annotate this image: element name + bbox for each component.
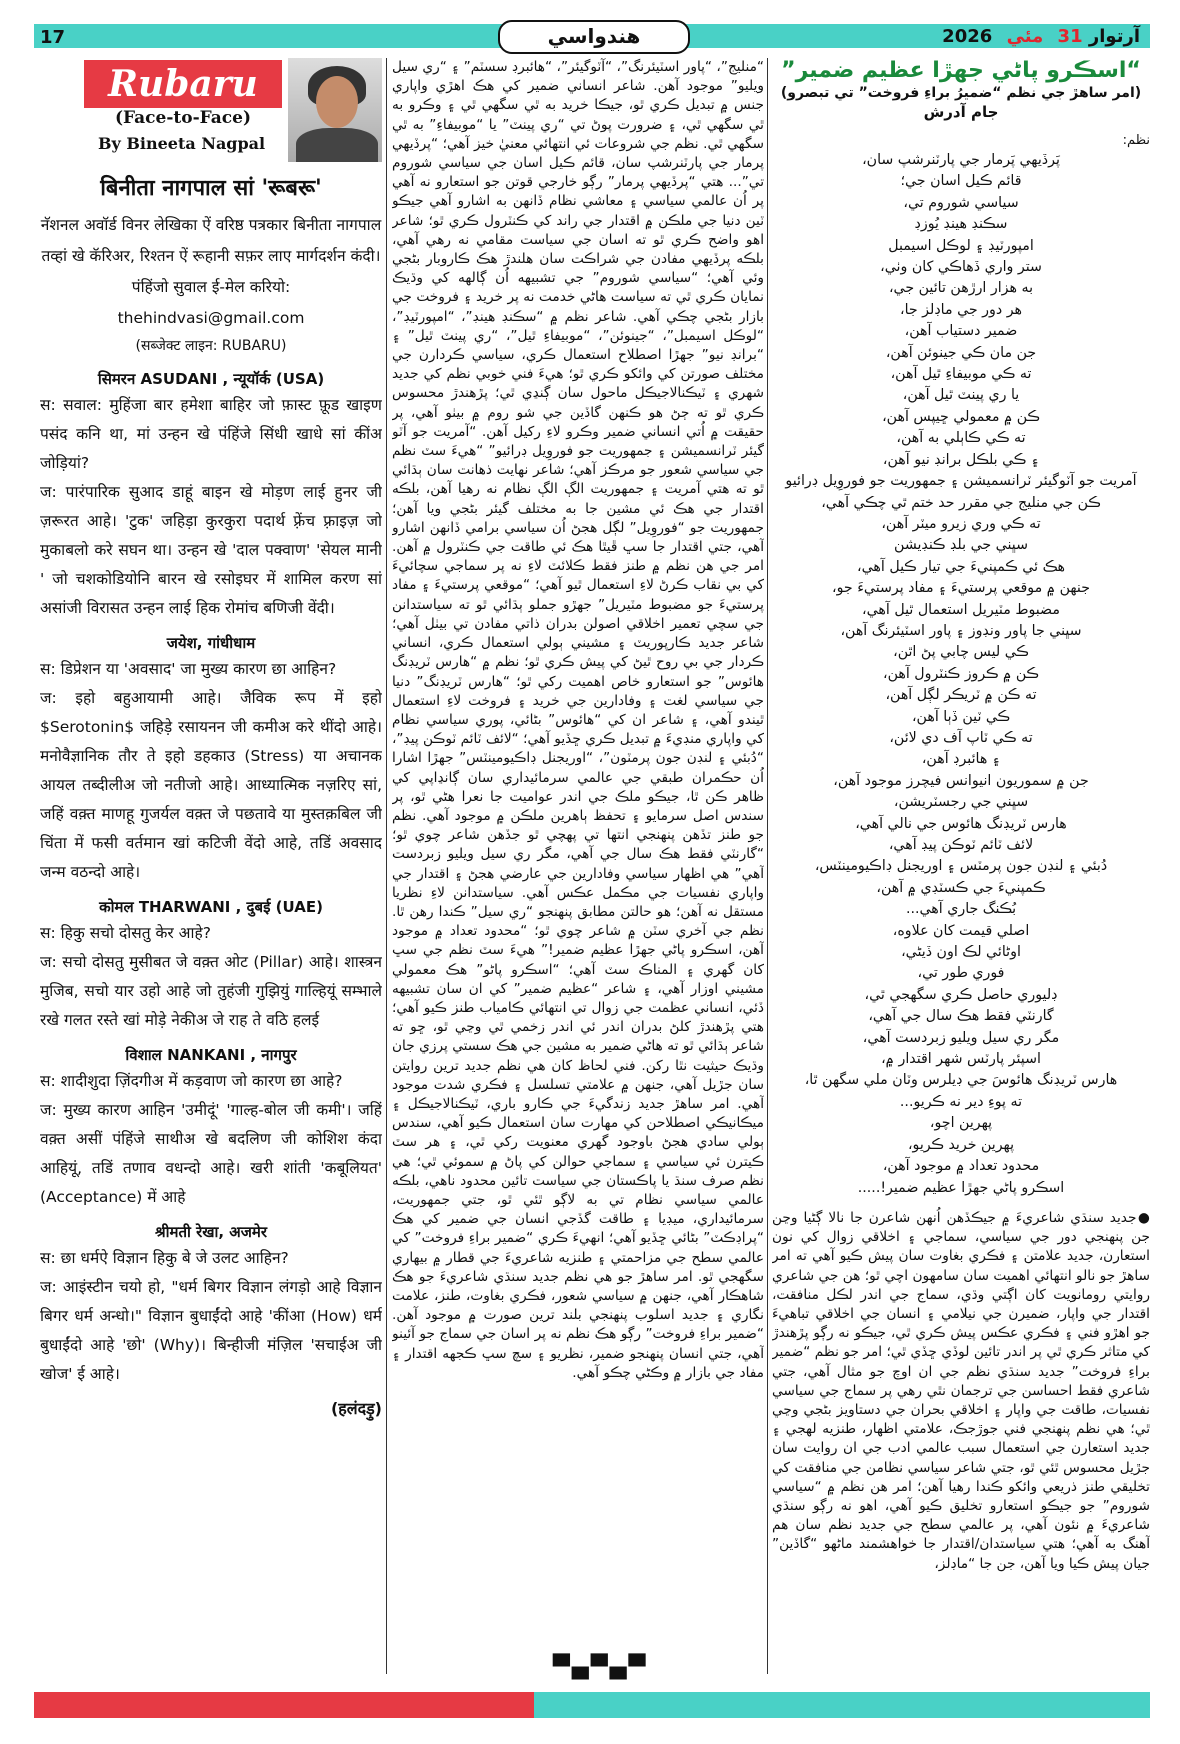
poem-line: ڪي ليس چابي پڻ اٿن، [893,644,1029,661]
question: स: शादीशुदा ज़िंदगीअ में कड़वाण जो कारण छा आहे? [40,1072,343,1090]
poem-line: جن ۾ سموريون انيوانس فيچرز موجود آهن، [833,772,1089,789]
article-title: “اسڪرو پاڻي جهڙا عظيم ضمير” [781,58,1141,83]
poem-line: هارس ٽريڊنگ هائوسَ جي ڊيلرس وٽان ملي سگهن ٿا، [804,1072,1118,1089]
column-intro: नॅशनल अवॉर्ड विनर लेखिका ऐं वरिष्ठ पत्रकार बिनीता नागपाल तव्हां खे कॅरिअर, रिश्तन ऐं रूहानी सफ़र लाए मार्गदर्शन कंदी। पंहिंजो सुवाल ई-मेल करियो: thehindvasi@gmail.com [40,216,382,327]
poem-line: لائف ٽائم ٽوڪن پيڊ آهي، [888,837,1034,853]
qa-item [40,1222,382,1389]
poem-line: جنهن ۾ موقعي پرستيءَ ۽ مفاد پرستيءَ جو، [832,580,1090,597]
poem-line: گارنٽي فقط هڪ سال جي آهي، [868,1008,1054,1025]
asker-name: सिमरन ASUDANI , न्यूयॉर्क (USA) [97,370,325,388]
subject-line: (सब्जेक्ट लाइन: RUBARU) [135,338,287,354]
poem-line: سياسي شوروم تي، [903,194,1019,211]
poem-line: ڪي ٽين ڏٻا آهن، [911,708,1011,725]
poem-line: سڪنڊ هينڊ يُوزڊ [914,216,1008,233]
column-rule [386,58,387,1674]
qa-item [40,633,382,887]
poem-line: اسپئر پارٽس شهر اقتدار ۾، [881,1051,1041,1068]
poem-line: يا ري پينٽ ٿيل آهن، [902,387,1020,404]
answer: ज: मुख्य कारण आहिन 'उमीदूं' 'गाल्ह-बोल जी कमी'। जहिं वक़्त असीं पंहिंजे साथीअ खे बदलिण जी कोशिश कंदा आहियूं, तडिं तणाव वधन्दो आहे। खरी शांती 'कबूलियत' (Acceptance) में आहे [40,1101,382,1206]
poem-line: پهرين خريد ڪريو، [907,1136,1015,1153]
poem-line: ڊليوري حاصل ڪري سگهجي ٿي، [864,986,1058,1003]
poem-line: ڪن جي منليج جي مقرر حد ختم ٿي چڪي آهي، [821,494,1101,511]
poem-line: هر دور جي ماڊلز جا، [899,301,1023,318]
poem-line: فوري طور تي، [917,965,1005,982]
rubaru-subtitle: (Face-to-Face) [114,108,252,128]
answer: ज: सचो दोसतु मुसीबत जे वक़्त ओट (Pillar) आहे। शास्त्रन मुजिब, सचो यार उहो आहे जो तुहंजी गुझियुं गाल्हियूं सम्भाले रखे गलत रस्ते खां मोड़े नेकीअ जे राह ते वठि हलई [40,953,382,1029]
column-headline: बिनीता नागपाल सां 'रूबरू' [100,176,322,201]
bottom-bar-accent [34,1692,534,1718]
poem-text [772,150,1150,1199]
columnist-photo [288,58,382,162]
poem-line: اصلي قيمت کان علاوه، [892,922,1030,939]
poem-line: دُبئي ۽ لنڊن جون پرمٽس ۽ اوريجنل ڊاڪيومينٽس، [814,858,1108,875]
date-day: آرتوار [1088,26,1140,47]
poem-line: مضبوط مٽيريل استعمال ٿيل آهي، [862,601,1060,618]
poem-line: جن مان ڪي جينوئن آهن، [885,344,1037,361]
poem-line: مگر ري سيل ويليو زبردست آهي، [862,1029,1060,1046]
poem-line: به هزار ارڙهن تائين جي، [888,280,1034,297]
poem-line: ته ڪن ۾ ٽريڪر لڳل آهن، [885,687,1037,704]
date-year: 2026 [942,26,993,47]
question: स: डिप्रेशन या 'अवसाद' जा मुख्य कारण छा आहिन? [40,660,337,678]
poem-line: ۽ ڪي بلڪل برانڊ نيو آهن، [882,451,1040,468]
poem-line: ۽ هائبرڊ آهن، [921,751,1001,768]
column-rule [767,58,768,1674]
rubaru-logo: Rubaru [84,60,282,108]
poem-line: سڀني جي بلڊ ڪنڊيشن [894,537,1028,554]
poem-line: ڪن ۾ ڪروز ڪنٽرول آهن، [883,665,1039,682]
poem-line: هڪ ئي ڪمپنيءَ جي تيار ڪيل آهي، [856,558,1065,575]
poem-line: سڀني جا پاور ونڊوز ۽ پاور اسٽيئرنگ آهن، [840,622,1082,639]
qa-item [40,1045,382,1212]
review-column [772,58,1150,1666]
poem-line: ستر واري ڏهاڪي کان وٺي، [880,259,1042,276]
poem-line: ته ڪي ڪاٻلي به آهن، [896,430,1026,447]
poem-line: ته ڪي وري زيرو ميٽر آهن، [881,515,1041,532]
poem-line: اسڪرو پاڻي جهڙا عظيم ضمير!..... [857,1179,1065,1196]
rubaru-byline: By Bineeta Nagpal [98,134,266,153]
poem-line: سڀني جي رجسٽريشن، [893,794,1029,811]
asker-name: श्रीमती रेखा, अजमेर [154,1223,268,1241]
asker-name: विशाल NANKANI , नागपुर [125,1046,297,1064]
issue-date [942,26,1140,47]
poem-line: ته ڪي ٽاپ آف دي لائن، [889,729,1033,746]
poem-line: ڪمپنيءَ جي ڪسٽڊي ۾ آهن، [876,879,1046,896]
poem-line: ڪن ۾ معمولي ڇيپس آهن، [882,408,1040,425]
qa-item [40,897,382,1035]
poem-line: پَرڏيهي پَرمار جي پارٽنرشپ سان، [862,152,1060,168]
poem-line: بُڪنگ جاري آهي... [905,901,1017,918]
asker-name: कोमल THARWANI , दुबई (UAE) [99,898,323,916]
question: स: सवाल: मुहिंजा बार हमेशा बाहिर जो फ़ास्ट फ़ूड खाइण पसंद कनि था, मां उन्हन खे पंहिंजे सिंधी खाधे सां कींअ जोड़ियां? [40,396,382,472]
poem-line: محدود تعداد ۾ موجود آهن، [882,1158,1040,1175]
article-author: جام آدرش [923,103,999,121]
review-body: ●جديد سنڌي شاعريءَ ۾ جيڪڏهن اُنهن شاعرن جا نالا ڳڻيا وڃن جن پنهنجي دور جي سياسي، سماجي ۽ اخلاقي زوال کي نون استعارن، جديد علامتن ۽ فڪري بغاوت سان پيش ڪيو آهي ته امر ساهڙ جو نالو انتهائي اهميت سان سامهون اچي ٿو؛ هن جي شاعري روايتي رومانويت کان اڳتي وڌي، سماج جي اندر لڪل منافقت، اقتدار جي واپار، ضميرن جي نيلامي ۽ انسان جي اخلاقي تباهيءَ جو اهڙو فني ۽ فڪري عڪس پيش ڪري ٿي، جيڪو نه رڳو پڙهندڙ کي متاثر ڪري ٿي پر اندر تائين لوڏي ڇڏي ٿي؛ امر جو نظم “ضمير براءِ فروخت” جديد سنڌي نظم جي ان اوچ جو مثال آهي، جتي شاعري فقط احساسن جي ترجمان نٿي رهي پر سماج جي سياسي نفسيات، طاقت جي واپار ۽ اخلاقي بحران جي دستاويز بڻجي وڃي ٿي؛ هي نظم پنهنجي فني جوڙجڪ، علامتي اظهار، طنزيه لهجي ۽ جديد استعارن جي استعمال سبب عالمي ادب جي ان روايت سان جڙيل محسوس ٿئي ٿو، جتي شاعر سياسي نظامن جي منافقت کي تخليقي طنز ذريعي وائکو ڪندا رهيا آهن؛ امر هن نظم ۾ “سياسي شوروم” جو جيڪو استعارو تخليق ڪيو آهي، اهو نه رڳو سنڌي شاعريءَ ۾ نئون آهي، پر عالمي سطح جي جديد نظم سان هم آهنگ به آهي؛ هتي سياستدان/اقتدار جا خواهشمند ماڻهو “گاڏين” جيان پيش ڪيا ويا آهن، جن جا “ماڊلز، [772,1209,1150,1572]
qa-item [40,369,382,623]
masthead-logo: هندواسي [498,20,690,54]
poem-line: ته ڪي موبيفاءِ ٿيل آهن، [890,366,1032,383]
poem-line: هارس ٽريڊنگ هائوس جي نالي آهي، [855,815,1067,832]
poem-line: امپورٽيڊ ۽ لوڪل اسيمبل [888,237,1034,254]
page-number: 17 [40,27,66,48]
question: स: छा धर्मऐ विज्ञान हिकु बे जे उलट आहिन? [40,1249,289,1267]
date-num: 31 [1057,26,1083,47]
ornament-icon: ▀▄▀▄▀ [553,1655,648,1680]
poem-line: قائم ڪيل اسان جي؛ [900,173,1022,190]
continued-mark: (हलंदड़ु) [330,1399,382,1418]
answer: ज: आइंस्टीन चयो हो, "धर्म बिगर विज्ञान लंगड़ो आहे विज्ञान बिगर धर्म अन्धो।" विज्ञान बुधाईंदो आहे 'कींआ (How) धर्म बुधाईंदो आहे 'छो' (Why)। बिन्हीजी मंज़िल 'सचाईअ जी खोज' ई आहे। [40,1278,382,1383]
rubaru-banner [40,58,382,162]
date-month: مئي [1006,26,1044,47]
answer: ज: इहो बहुआयामी आहे। जैविक रूप में इहो $Serotonin$ जहिड़े रसायनन जी कमीअ करे थींदो आहे। मनोवैज्ञानिक तौर ते इहो डहकाउ (Stress) या अचानक आयल तब्दीलीअ जो नतीजो आहे। आध्यात्मिक नज़रिए सां, जहिं वक़्त माणहू गुजर्यल वक़्त जे पछतावे या मुस्तक़बिल जी चिंता में फसी वर्तमान खां कटिजी वेंदो आहे, तडिं अवसाद जन्म वठन्दो आहे। [40,689,382,881]
poem-line: ته پوءِ دير نه ڪريو... [899,1093,1023,1110]
question: स: हिकु सचो दोसतु केर आहे? [40,924,211,942]
review-body-continued: “منليج”، “پاور اسٽيئرنگ”، “آٽوگيئر”، “هائبرڊ سسٽم” ۽ “ري سيل ويليو” موجود آهن. شاعر انساني ضمير کي هڪ اهڙي واپاري جنس ۾ تبديل ڪري ٿو، جيڪا خريد به ٿي سگهي ٿي ۽ وڪرو به ٿي سگهي ٿي، ۽ ضرورت پوڻ تي “ري پينٽ” يا “موبيفاءِ” به ٿي سگهي ٿي. نظم جي شروعات ئي انتهائي معنيٰ خيز آهي؛ “پرڏيهي پرمار جي پارٽنرشپ سان، قائم ڪيل اسان جي سياسي شوروم تي”... هتي “پرڏيهي پرمار” رڳو خارجي قوتن جو استعارو نه آهي پر اُن عالمي سياسي ۽ معاشي نظام ڏانهن به اشارو آهي جيڪو ٽين دنيا جي ملڪن ۾ اقتدار جي راند کي ڪنٽرول ڪري ٿو؛ شاعر اهو واضح ڪري ٿو ته اسان جي سياست مقامي نه رهي آهي، بلڪه پرڏيهي مفادن جي شراڪت سان هلندڙ هڪ ڪاروبار بڻجي وئي آهي؛ “سياسي شوروم” جي تشبيهه اُن ڳالهه کي وڌيڪ نمايان ڪري ٿي ته سياست هاڻي خدمت نه پر خريد ۽ فروخت جي بازار بڻجي چڪي آهي. شاعر نظم ۾ “سڪنڊ هينڊ”، “امپورٽيڊ”، “لوڪل اسيمبل”، “جينوئن”، “موبيفاءِ ٿيل”، “ري پينٽ ٿيل” ۽ “برانڊ نيو” جهڙا اصطلاح استعمال ڪري، سياسي ڪردارن جي مختلف صورتن کي وائکو ڪري ٿو؛ هيءَ فني خوبي نظم کي جديد شهري ۽ ٽيڪنالاجيڪل ماحول سان ڳنڍي ٿي؛ پڙهندڙ محسوس ڪري ٿو ته ڄڻ هو ڪنهن گاڏين جي شو روم ۾ بيٺو آهي، پر حقيقت ۾ اُتي انساني ضمير وڪرو لاءِ رکيل آهن. “آمريت جو آٽو گيئر ٽرانسميشن ۽ جمهوريت جو فوروِيل ڊرائيو” “هيءَ سٽ نظم جي سياسي شعور جو مرڪز آهي؛ شاعر نهايت ذهانت سان ٻڌائي ٿو ته هتي آمريت ۽ جمهوريت الڳ الڳ نظام نه رهيا آهن، بلڪه اقتدار جي هڪ ئي مشين جا به مختلف گيئر بڻجي ويا آهن؛ جمهوريت جو “فوروِيل” لڳل هجڻ اُن سياسي برامي ڏانهن اشارو آهي، جتي اقتدار جا سڀ ڦيٿا هڪ ئي طاقت جي ڪنٽرول ۾ آهن. امر جي هن نظم ۾ طنز فقط ڪلائٽ لاءِ نه پر سماجي سچائيءَ کي بي نقاب ڪرڻ لاءِ استعمال ٿيو آهي؛ “موقعي پرستيءَ ۽ مفاد پرستيءَ جو مضبوط مٽيريل” جهڙو جملو ٻڌائي ٿو ته سياستدانن جي سچي تعمير اخلاقي اصولن بدران ذاتي مفادن تي بيٺل آهي؛ شاعر جديد ڪارپوريٽ ۽ مشيني ٻولي استعمال ڪري، انساني ڪردار جي بي روح ٿيڻ کي پيش ڪري ٿو؛ نظم ۾ “هارس ٽريڊنگ هائوس” جو استعارو خاص اهميت رکي ٿو؛ “هارس ٽريڊنگ” دنيا جي سياسي لغت ۽ وفادارين جي خريد ۽ فروخت لاءِ استعمال ٿيندو آهي، ۽ شاعر ان کي “هائوس” بڻائي، پوري سياسي نظام کي واپاري منڊيءَ ۾ تبديل ڪري ڇڏيو آهي؛ “لائف ٽائم ٽوڪن پيڊ”، “دُبئي ۽ لنڊن جون پرمٽون”، “اوريجنل ڊاڪيومينٽس” جهڙا اشارا اُن حڪمران طبقي جي عالمي سرمائيداري سان ڳانڍاپي کي ظاهر ڪن ٿا، جيڪو ملڪ جي اندر عواميت جا نعرا هڻي ٿو، پر سندس اصل سرمايو ۽ تحفظ ٻاهرين ملڪن ۾ موجود آهي. نظم جو طنز تڏهن پنهنجي انتها تي پهچي ٿو جڏهن شاعر چوي ٿو؛ “گارنٽي فقط هڪ سال جي آهي، مگر ري سيل ويليو زبردست آهي” هي اظهار سياسي وفادارين جي عارضي هجڻ ۽ اقتدار جي واپاري نفسيات جي مڪمل عڪس آهي. سياستدانن لاءِ نظريا مستقل نه آهن؛ هو حالتن مطابق پنهنجو “ري سيل” ڪندا رهن ٿا. نظم جي آخري سٽن ۾ شاعر چوي ٿو؛ “محدود تعداد ۾ موجود آهن، اسڪرو پاڻي جهڙا عظيم ضمير!” هيءَ سٽ نظم جي سڀ کان گهري ۽ المناڪ سٽ آهي؛ “اسڪرو پاڻو” هڪ معمولي مشيني اوزار آهي، ۽ شاعر “عظيم ضمير” کي ان سان تشبيهه ڏئي، انساني عظمت جي زوال تي انتهائي ڪامياب طنز ڪيو آهي؛ هتي پڙهندڙ کلڻ بدران اندر ئي اندر زخمي ٿي وڃي ٿو، ڇو ته شاعر ٻڌائي ٿو ته هاڻي ضمير به مشين جي هڪ سستي پرزي جان وڌيڪ حيثيت نٿا رکن. فني لحاظ کان هي نظم جديد ترين روايتن سان جڙيل آهي، جنهن ۾ علامتي تسلسل ۽ فڪري شدت موجود آهي. امر ساهڙ جديد زندگيءَ جي ڪارو باري، ٽيڪنالاجيڪل ۽ ميڪانيڪي اصطلاحن کي مهارت سان استعمال ڪيو آهي، سندس ٻولي سادي هجڻ باوجود گهري معنويت رکي ٿي، ۽ هر سٽ ڪيترن ئي سياسي ۽ سماجي حوالن کي پاڻ ۾ سموئي ٿي؛ هي نظم صرف سنڌ يا پاڪستان جي سياست تائين محدود ناهي، بلڪه عالمي سياسي نظام تي به لاڳو ٿئي ٿو، جتي جمهوريت، سرمائيداري، ميڊيا ۽ طاقت گڏجي انسان جي ضمير کي هڪ “پراڊڪٽ” بڻائي ڇڏيو آهي؛ انهيءَ ڪري “ضمير براءِ فروخت” کي عالمي سطح جي مزاحمتي ۽ طنزيه شاعريءَ جي قطار ۾ بيهاري سگهجي ٿو. امر ساهڙ جو هي نظم جديد سنڌي شاعريءَ جو هڪ شاهڪار آهي، جنهن ۾ سياسي شعور، فڪري بغاوت، طنز، علامت نگاري ۽ جديد اسلوب پنهنجي بلند ترين صورت ۾ موجود آهن. “ضمير براءِ فروخت” رڳو هڪ نظم نه پر اسان جي سماج جو آئينو آهي، جتي انسان پنهنجو ضمير، نظريو ۽ سچ سڀ ڪجهه اقتدار ۽ مفاد جي بازار ۾ وڪڻي چڪو آهي. [392,59,764,1381]
poem-line: پهرين اچو، [929,1115,993,1132]
poem-line: اوڻائي لڪ اون ڏيڻي، [901,944,1021,961]
answer: ज: पारंपारिक सुआद डाहूं बाइन खे मोड़ण लाई हुनर जी ज़रूरत आहे। 'टुक' जहिड़ा कुरकुरा पदार्थ फ़्रेंच फ़्राइज़ जो मुकाबलो करे सघन था। उन्हन खे 'दाल पक्वाण' 'सेयल मानी ' जो चशकोडियोनि बारन खे रसोइघर में शामिल करण सां असांजी विरासत उन्हन लाई हिक रोमांच बणिजी वेंदी। [40,483,382,617]
poem-line: آمريت جو آٽوگيئر ٽرانسميشن ۽ جمهوريت جو فوروِيل ڊرائيو [785,473,1137,490]
poem-label: نظم: [1122,133,1150,148]
asker-name: जयेश, गांधीधाम [166,634,256,652]
review-continuation-column [392,58,764,1666]
poem-line: ضمير دستياب آهن، [904,323,1018,340]
article-subtitle: (امر ساهڙ جي نظم “ضميرُ براءِ فروخت” تي تبصرو) [780,85,1142,101]
rubaru-column [40,58,382,1666]
